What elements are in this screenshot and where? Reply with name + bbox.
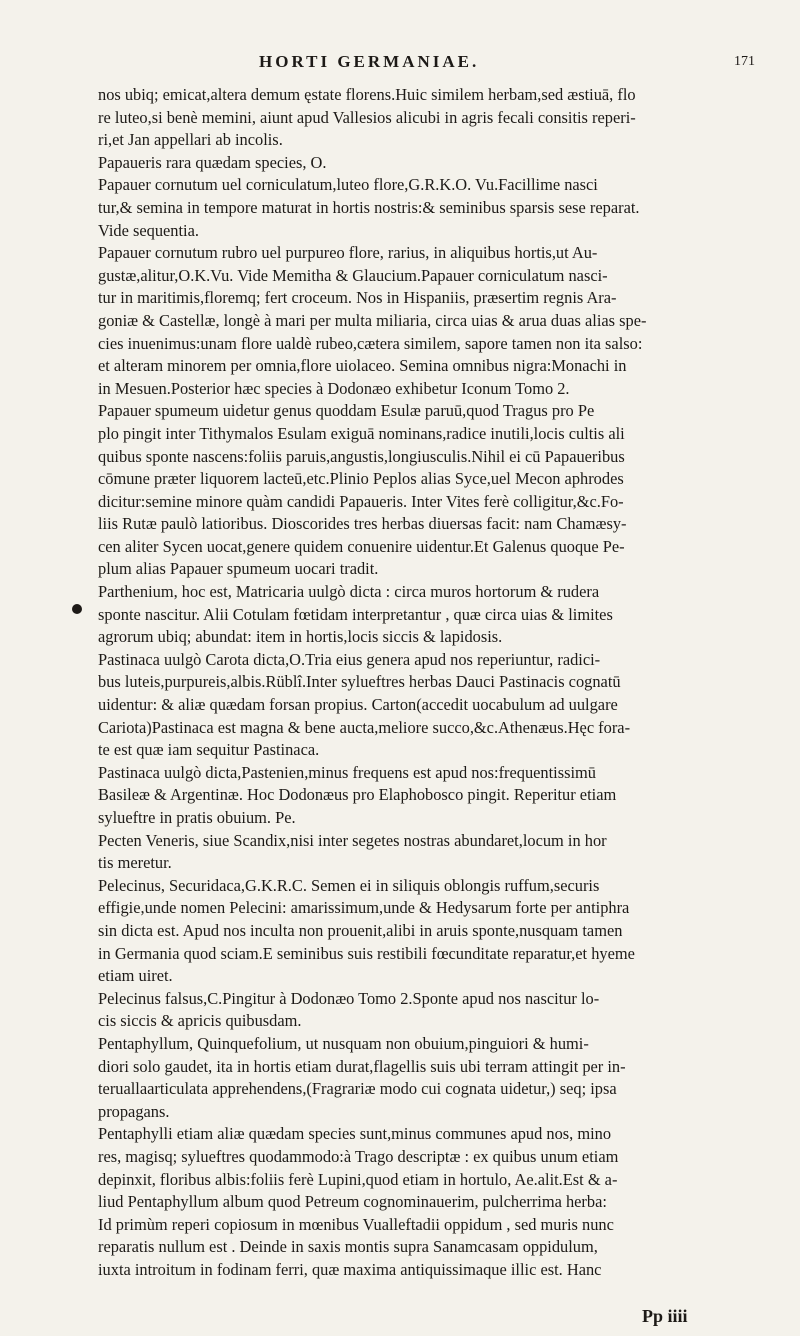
text-line: sin dicta est. Apud nos inculta non prouenit,alibi in aruis sponte,nusquam tamen [98, 920, 623, 940]
text-line: Papaueris rara quædam species, O. [98, 152, 327, 172]
text-line: Basileæ & Argentinæ. Hoc Dodonæus pro Elaphobosco pingit. Reperitur etiam [98, 785, 617, 805]
text-line: dicitur:semine minore quàm candidi Papaueris. Inter Vites ferè colligitur,&c.Fo- [98, 491, 624, 511]
ink-blot [72, 604, 82, 614]
text-line: Pastinaca uulgò Carota dicta,O.Tria eius genera apud nos reperiuntur, radici- [98, 649, 601, 669]
text-line: re luteo,si benè memini, aiunt apud Vallesios alicubi in agris fecali consitis reperi- [98, 107, 636, 127]
text-line: plum alias Papauer spumeum uocari tradit. [98, 559, 379, 579]
text-line: sponte nascitur. Alii Cotulam fœtidam interpretantur , quæ circa uias & limites [98, 604, 613, 624]
text-line: uidentur: & aliæ quædam forsan propius. Carton(accedit uocabulum ad uulgare [98, 695, 618, 715]
text-line: Pelecinus, Securidaca,G.K.R.C. Semen ei in siliquis oblongis ruffum,securis [98, 875, 600, 895]
text-line: Cariota)Pastinaca est magna & bene aucta,meliore succo,&c.Athenæus.Hęc fora- [98, 717, 631, 737]
text-line: liis Rutæ paulò latioribus. Dioscorides tres herbas diuersas facit: nam Chamæsy- [98, 514, 627, 534]
text-line: etiam uiret. [98, 966, 173, 986]
text-line: cōmune præter liquorem lacteū,etc.Plinio Peplos alias Syce,uel Mecon aphrodes [98, 469, 624, 489]
text-line: quibus sponte nascens:foliis paruis,angustis,longiusculis.Nihil ei cū Papaueribus [98, 446, 625, 466]
page-number: 171 [734, 54, 755, 69]
text-line: Papauer cornutum rubro uel purpureo flore, rarius, in aliquibus hortis,ut Au- [98, 243, 598, 263]
text-line: nos ubiq; emicat,altera demum ęstate florens.Huic similem herbam,sed æstiuā, flo [98, 85, 636, 104]
text-line: Papauer spumeum uidetur genus quoddam Esulæ paruū,quod Tragus pro Pe [98, 401, 595, 421]
text-line: diori solo gaudet, ita in hortis etiam durat,flagellis suis ubi terram attingit per in- [98, 1056, 626, 1076]
text-line: Papauer cornutum uel corniculatum,luteo flore,G.R.K.O. Vu.Facillime nasci [98, 175, 598, 195]
signature-mark: Pp iiii [642, 1306, 688, 1326]
page-header [0, 52, 800, 82]
text-line: in Mesuen.Posterior hæc species à Dodonæo exhibetur Iconum Tomo 2. [98, 378, 570, 398]
text-line: Parthenium, hoc est, Matricaria uulgò dicta : circa muros hortorum & rudera [98, 582, 600, 602]
page-footer [0, 1306, 800, 1330]
text-line: res, magisq; sylueftres quodammodo:à Trago descriptæ : ex quibus unum etiam [98, 1146, 619, 1166]
text-line: ri,et Jan appellari ab incolis. [98, 130, 283, 150]
text-line: bus luteis,purpureis,albis.Rüblî.Inter sylueftres herbas Dauci Pastinacis cognatū [98, 672, 621, 692]
text-line: cen aliter Sycen uocat,genere quidem conuenire uidentur.Et Galenus quoque Pe- [98, 536, 625, 556]
text-line: effigie,unde nomen Pelecini: amarissimum,unde & Hedysarum forte per antiphra [98, 898, 630, 918]
text-line: Pelecinus falsus,C.Pingitur à Dodonæo Tomo 2.Sponte apud nos nascitur lo- [98, 988, 600, 1008]
text-line: reparatis nullum est . Deinde in saxis montis supra Sanamcasam oppidulum, [98, 1237, 598, 1257]
text-line: cis siccis & apricis quibusdam. [98, 1011, 302, 1031]
text-line: propagans. [98, 1101, 170, 1121]
text-line: iuxta introitum in fodinam ferri, quæ maxima antiquissimaque illic est. Hanc [98, 1259, 602, 1279]
text-line: et alteram minorem per omnia,flore uiolaceo. Semina omnibus nigra:Monachi in [98, 356, 627, 376]
text-line: sylueftre in pratis obuium. Pe. [98, 808, 296, 827]
text-line: tur in maritimis,floremq; fert croceum. Nos in Hispaniis, præsertim regnis Ara- [98, 288, 617, 308]
text-line: Pentaphyllum, Quinquefolium, ut nusquam non obuium,pinguiori & humi- [98, 1033, 589, 1053]
text-line: cies inuenimus:unam flore ualdè rubeo,cætera similem, sapore tamen non ita salso: [98, 333, 643, 353]
text-line: gustæ,alitur,O.K.Vu. Vide Memitha & Glaucium.Papauer corniculatum nasci- [98, 265, 608, 285]
text-line: tur,& semina in tempore maturat in hortis nostris:& seminibus sparsis sese reparat. [98, 197, 640, 217]
text-line: Pastinaca uulgò dicta,Pastenien,minus frequens est apud nos:frequentissimū [98, 762, 596, 782]
text-line: teruallaarticulata apprehendens,(Fragrariæ modo cui cognata uidetur,) seq; ipsa [98, 1079, 617, 1099]
text-line: te est quæ iam sequitur Pastinaca. [98, 740, 320, 760]
text-line: goniæ & Castellæ, longè à mari per multa miliaria, circa uias & arua duas alias spe- [98, 310, 647, 330]
text-line: Pecten Veneris, siue Scandix,nisi inter segetes nostras abundaret,locum in hor [98, 830, 607, 850]
text-line: plo pingit inter Tithymalos Esulam exiguā nominans,radice inutili,locis cultis ali [98, 423, 625, 443]
text-line: Id primùm reperi copiosum in mœnibus Vualleftadii oppidum , sed muris nunc [98, 1214, 614, 1234]
text-line: Vide sequentia. [98, 220, 199, 240]
running-head: HORTI GERMANIAE. [259, 52, 480, 71]
text-line: in Germania quod sciam.E seminibus suis restibili fœcunditate reparatur,et hyeme [98, 943, 635, 963]
text-line: tis meretur. [98, 853, 172, 873]
text-line: liud Pentaphyllum album quod Petreum cognominauerim, pulcherrima herba: [98, 1192, 607, 1212]
text-line: Pentaphylli etiam aliæ quædam species sunt,minus communes apud nos, mino [98, 1124, 612, 1144]
body-text [98, 84, 763, 1281]
text-line: depinxit, floribus albis:foliis ferè Lupini,quod etiam in hortulo, Ae.alit.Est & a- [98, 1169, 618, 1189]
text-line: agrorum ubiq; abundat: item in hortis,locis siccis & lapidosis. [98, 627, 503, 647]
